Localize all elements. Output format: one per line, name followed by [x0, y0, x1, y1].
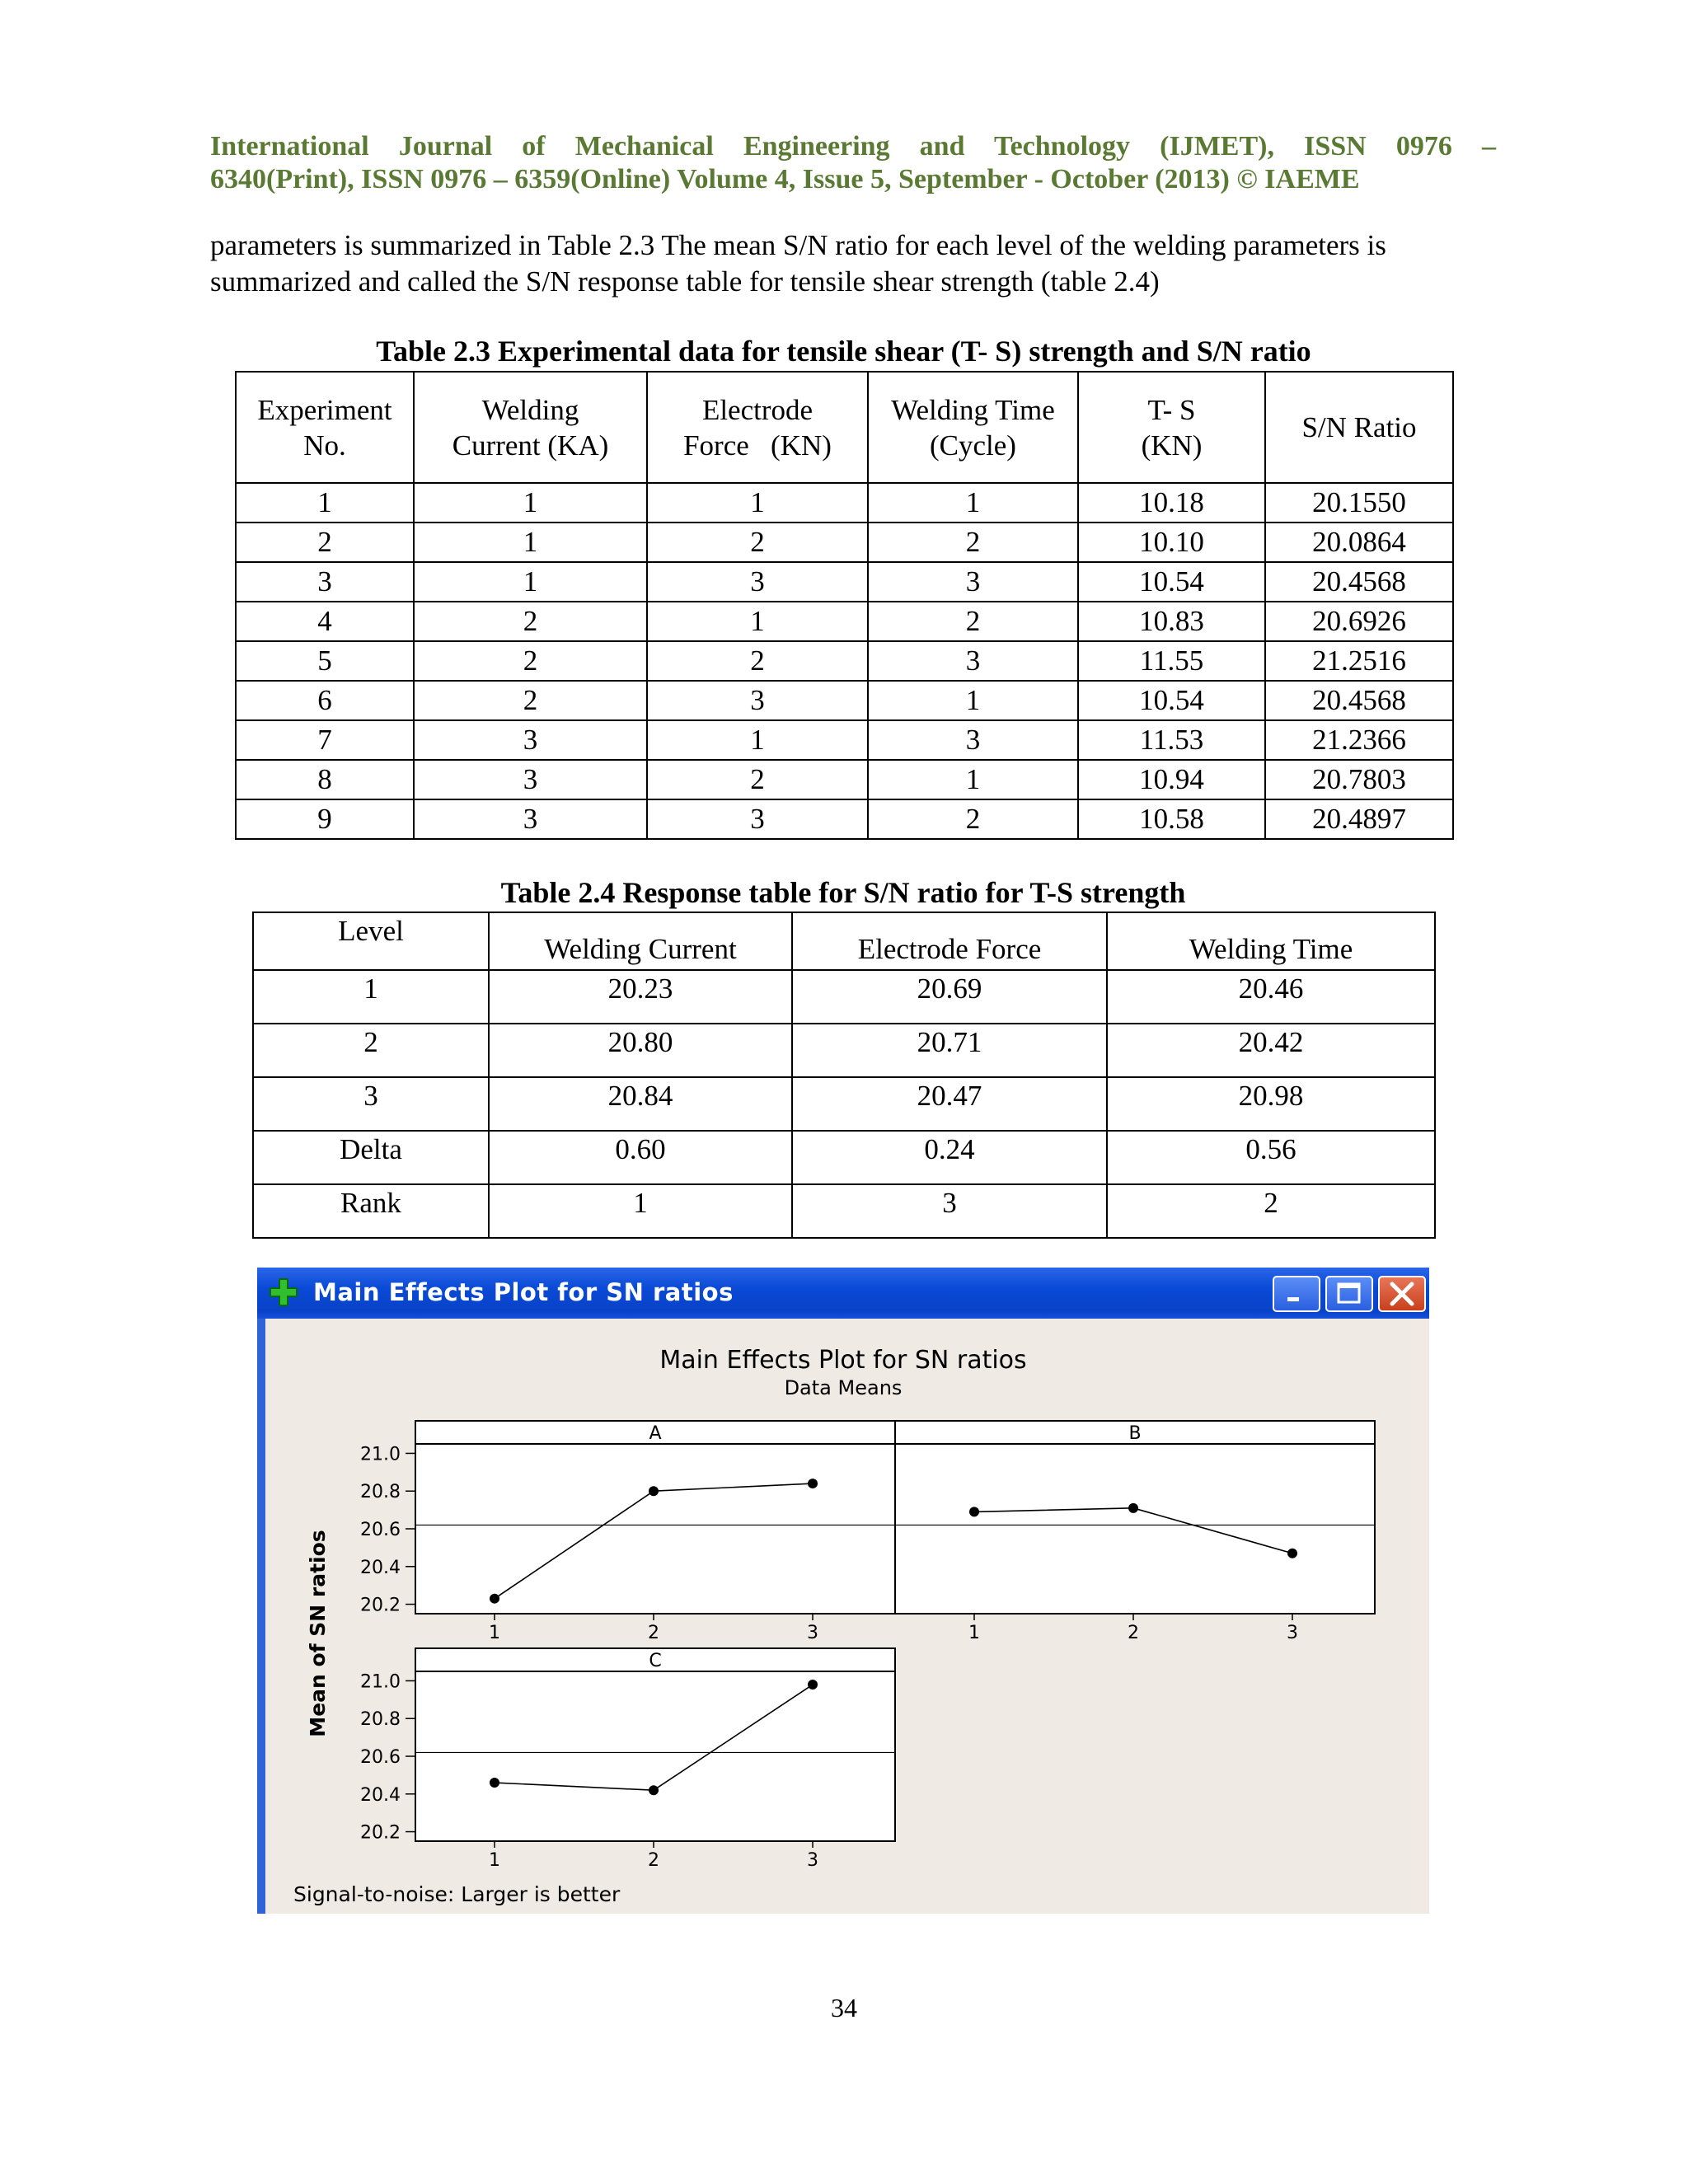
table-cell: 3 [414, 720, 647, 760]
y-tick-label: 20.8 [360, 1482, 401, 1503]
table-cell: 10.18 [1078, 483, 1265, 523]
data-point [490, 1594, 499, 1604]
data-point [969, 1507, 979, 1516]
table-cell: 3 [792, 1184, 1107, 1238]
table-cell: 3 [647, 681, 868, 720]
y-tick-label: 20.8 [360, 1709, 401, 1731]
y-tick-label: 20.6 [360, 1520, 401, 1540]
y-axis-label: Mean of SN ratios [306, 1530, 330, 1737]
col-header-electrode-force: Electrode Force [792, 912, 1107, 970]
table-cell: 20.98 [1107, 1077, 1435, 1131]
col-header-welding-time: Welding Time (Cycle) [868, 372, 1078, 483]
plot-title: Main Effects Plot for SN ratios [659, 1346, 1027, 1375]
table-cell: 1 [647, 602, 868, 641]
table-cell: 10.10 [1078, 523, 1265, 562]
table-row [253, 1024, 1435, 1077]
x-tick-label: 1 [489, 1623, 500, 1643]
table-cell: 5 [236, 641, 414, 681]
table-row [236, 641, 1453, 681]
journal-header-line1: International Journal of Mechanical Engineering and Technology (IJMET), ISSN 0976 – [210, 131, 1496, 162]
panel-plot-area [415, 1671, 895, 1841]
table-cell: 2 [1107, 1184, 1435, 1238]
table-row [236, 720, 1453, 760]
panel-label: B [1128, 1423, 1142, 1444]
col-header-ts: T- S (KN) [1078, 372, 1265, 483]
table-row [253, 970, 1435, 1024]
table-cell: 2 [868, 799, 1078, 839]
table-cell: 20.1550 [1265, 483, 1453, 523]
col-header-welding-time: Welding Time [1107, 912, 1435, 970]
table-cell: 0.56 [1107, 1131, 1435, 1184]
journal-header [210, 130, 1496, 196]
table-cell: 3 [868, 720, 1078, 760]
table-cell: 20.47 [792, 1077, 1107, 1131]
data-point [1287, 1549, 1297, 1558]
window-title: Main Effects Plot for SN ratios [313, 1278, 734, 1306]
table-2-3 [235, 371, 1454, 840]
table-cell: 1 [868, 681, 1078, 720]
table-cell: 20.71 [792, 1024, 1107, 1077]
table-cell: 20.84 [489, 1077, 792, 1131]
x-tick-label: 1 [489, 1850, 500, 1871]
table-cell: 3 [236, 562, 414, 602]
y-tick-label: 20.6 [360, 1747, 401, 1768]
x-tick-label: 2 [1128, 1623, 1139, 1643]
table-cell: 20.6926 [1265, 602, 1453, 641]
table-cell: 2 [647, 641, 868, 681]
data-point [490, 1778, 499, 1788]
table-cell: 3 [647, 799, 868, 839]
table-cell: 0.24 [792, 1131, 1107, 1184]
table-cell: 2 [414, 602, 647, 641]
col-header-sn-ratio: S/N Ratio [1265, 372, 1453, 483]
main-effects-chart [257, 1268, 1429, 1914]
plot-footer: Signal-to-noise: Larger is better [293, 1882, 621, 1906]
table-cell: 20.46 [1107, 970, 1435, 1024]
panel-label: C [649, 1651, 662, 1671]
table-cell: 1 [868, 483, 1078, 523]
x-tick-label: 3 [807, 1623, 818, 1643]
table-cell: 20.4568 [1265, 681, 1453, 720]
table-cell: 2 [647, 760, 868, 799]
table-cell: 3 [868, 641, 1078, 681]
data-point [808, 1680, 818, 1690]
y-tick-label: 20.2 [360, 1822, 401, 1844]
table-cell: 20.7803 [1265, 760, 1453, 799]
table-2-3-title: Table 2.3 Experimental data for tensile shear (T- S) strength and S/N ratio [376, 335, 1311, 368]
table-cell: 20.23 [489, 970, 792, 1024]
table-cell: 10.58 [1078, 799, 1265, 839]
table-cell: 20.0864 [1265, 523, 1453, 562]
table-cell: 1 [647, 720, 868, 760]
table-cell: 0.60 [489, 1131, 792, 1184]
x-tick-label: 3 [1287, 1623, 1298, 1643]
plot-subtitle: Data Means [784, 1376, 903, 1399]
table-cell: 10.54 [1078, 681, 1265, 720]
table-cell: 21.2516 [1265, 641, 1453, 681]
table-cell: 8 [236, 760, 414, 799]
table-row [236, 760, 1453, 799]
table-cell: 3 [868, 562, 1078, 602]
table-cell: 11.55 [1078, 641, 1265, 681]
intro-paragraph: parameters is summarized in Table 2.3 The mean S/N ratio for each level of the welding parameters is summarized and called the S/N response table for tensile shear strength (table 2.4) [210, 229, 1386, 298]
col-header-experiment: Experiment No. [236, 372, 414, 483]
col-header-welding-current: Welding Current [489, 912, 792, 970]
table-row [253, 1184, 1435, 1238]
table-cell: 1 [236, 483, 414, 523]
table-cell: 20.42 [1107, 1024, 1435, 1077]
col-header-welding-current: Welding Current (KA) [414, 372, 647, 483]
table-cell: Delta [253, 1131, 489, 1184]
journal-header-line2: 6340(Print), ISSN 0976 – 6359(Online) Volume 4, Issue 5, September - October (2013) © IAEME [210, 164, 1360, 194]
table-cell: 9 [236, 799, 414, 839]
panel-label: A [649, 1423, 662, 1444]
table-cell: 2 [253, 1024, 489, 1077]
data-point [649, 1785, 659, 1795]
table-cell: 3 [253, 1077, 489, 1131]
table-cell: 2 [414, 681, 647, 720]
main-effects-window[interactable] [257, 1268, 1429, 1914]
table-header-row [253, 912, 1435, 970]
table-cell: 2 [868, 523, 1078, 562]
panel-plot-area [415, 1444, 895, 1614]
table-row [236, 483, 1453, 523]
table-cell: 10.94 [1078, 760, 1265, 799]
x-tick-label: 2 [648, 1850, 659, 1871]
data-point [1128, 1503, 1138, 1513]
table-cell: Rank [253, 1184, 489, 1238]
table-cell: 2 [236, 523, 414, 562]
table-row [236, 681, 1453, 720]
table-cell: 20.69 [792, 970, 1107, 1024]
col-header-electrode-force: Electrode Force (KN) [647, 372, 868, 483]
table-cell: 10.54 [1078, 562, 1265, 602]
table-row [236, 602, 1453, 641]
table-cell: 3 [414, 760, 647, 799]
x-tick-label: 2 [648, 1623, 659, 1643]
x-tick-label: 3 [807, 1850, 818, 1871]
y-tick-label: 20.4 [360, 1784, 401, 1806]
table-row [236, 562, 1453, 602]
table-cell: 3 [647, 562, 868, 602]
table-2-4-title: Table 2.4 Response table for S/N ratio for T-S strength [500, 876, 1186, 909]
table-cell: 2 [647, 523, 868, 562]
table-2-4 [252, 912, 1436, 1239]
table-cell: 1 [868, 760, 1078, 799]
col-header-level: Level [253, 912, 489, 970]
table-row [236, 799, 1453, 839]
table-row [236, 523, 1453, 562]
y-tick-label: 21.0 [360, 1671, 401, 1693]
table-cell: 20.80 [489, 1024, 792, 1077]
table-cell: 1 [647, 483, 868, 523]
table-header-row [236, 372, 1453, 483]
table-row [253, 1077, 1435, 1131]
table-cell: 11.53 [1078, 720, 1265, 760]
table-cell: 6 [236, 681, 414, 720]
panel-plot-area [895, 1444, 1375, 1614]
data-point [808, 1479, 818, 1488]
x-tick-label: 1 [968, 1623, 980, 1643]
table-cell: 1 [414, 523, 647, 562]
y-tick-label: 20.2 [360, 1595, 401, 1616]
table-cell: 1 [253, 970, 489, 1024]
page-number: 34 [831, 1993, 857, 2022]
table-cell: 7 [236, 720, 414, 760]
table-cell: 20.4897 [1265, 799, 1453, 839]
table-cell: 2 [414, 641, 647, 681]
table-cell: 1 [489, 1184, 792, 1238]
table-cell: 4 [236, 602, 414, 641]
table-cell: 21.2366 [1265, 720, 1453, 760]
table-cell: 20.4568 [1265, 562, 1453, 602]
y-tick-label: 21.0 [360, 1444, 401, 1465]
table-cell: 2 [868, 602, 1078, 641]
data-point [649, 1486, 659, 1496]
table-cell: 10.83 [1078, 602, 1265, 641]
table-row [253, 1131, 1435, 1184]
table-cell: 1 [414, 483, 647, 523]
table-cell: 1 [414, 562, 647, 602]
y-tick-label: 20.4 [360, 1557, 401, 1578]
table-cell: 3 [414, 799, 647, 839]
